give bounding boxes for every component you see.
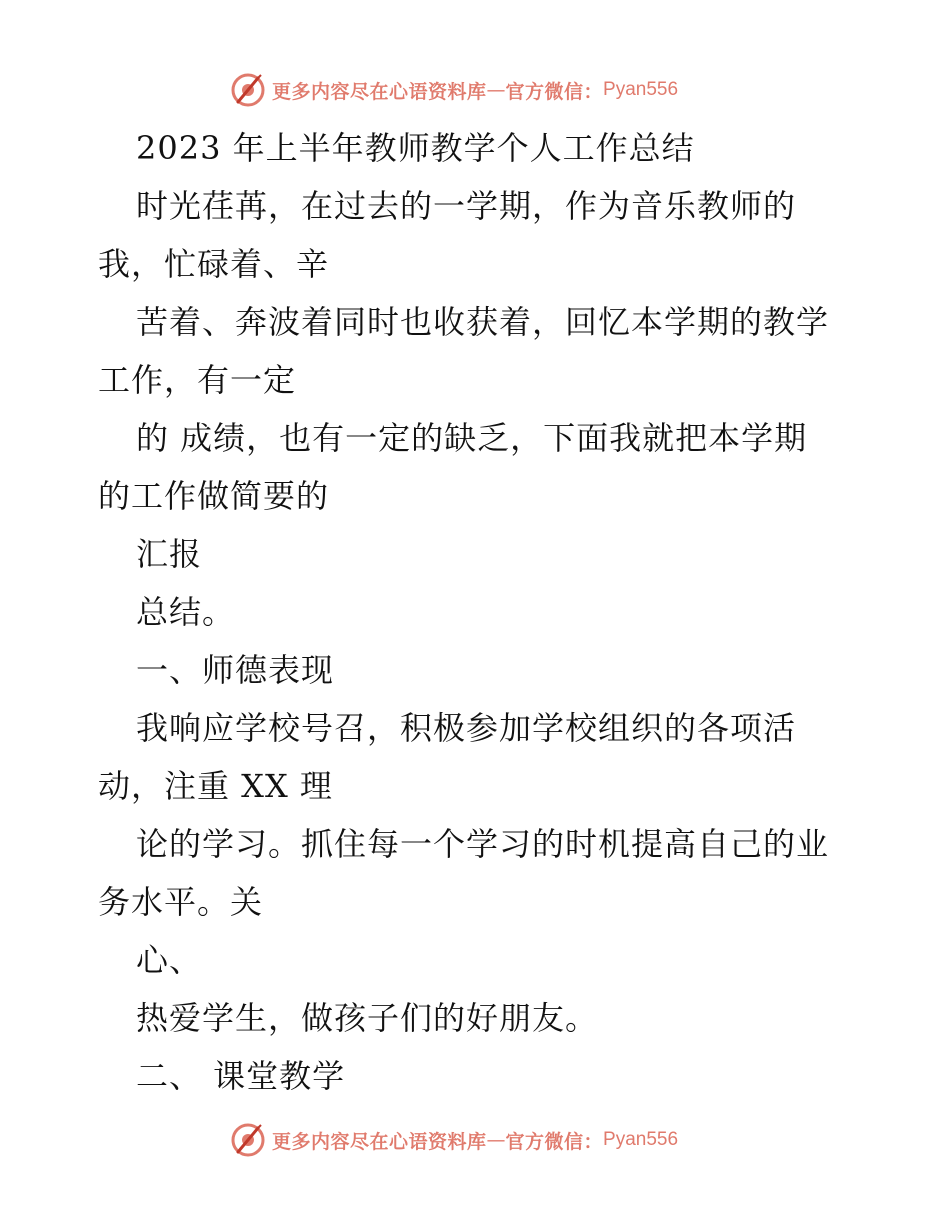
paragraph-line: 论的学习。抓住每一个学习的时机提高自己的业 [136, 825, 830, 863]
paragraph-line: 的工作做简要的 [98, 477, 330, 515]
section-heading: 二、 课堂教学 [136, 1057, 346, 1095]
watermark-wechat-label: 官方微信： [505, 1130, 604, 1153]
watermark-site-text: 更多内容尽在心语资料库 [272, 80, 487, 103]
watermark-separator: — [486, 1129, 506, 1151]
paragraph-line: 苦着、奔波着同时也收获着，回忆本学期的教学 [136, 303, 830, 341]
watermark-wechat-id: Pyan556 [603, 79, 679, 100]
section-heading: 一、师德表现 [136, 651, 335, 689]
watermark-separator: — [486, 79, 506, 101]
paragraph-line: 时光荏苒，在过去的一学期，作为音乐教师的 [136, 187, 797, 225]
header-watermark [230, 70, 678, 110]
feather-logo-icon [230, 72, 266, 108]
footer-watermark [230, 1120, 678, 1160]
paragraph-line: 工作，有一定 [98, 361, 297, 399]
paragraph-line: 汇报 [136, 535, 203, 573]
feather-logo-icon [230, 1122, 266, 1158]
paragraph-line: 我，忙碌着、辛 [98, 245, 330, 283]
paragraph-line: 务水平。关 [98, 883, 264, 921]
paragraph-line: 总结。 [136, 593, 236, 631]
paragraph-line: 热爱学生，做孩子们的好朋友。 [136, 999, 599, 1037]
paragraph-line: 动，注重 XX 理 [98, 767, 333, 805]
paragraph-line: 心、 [136, 941, 203, 979]
watermark-site-text: 更多内容尽在心语资料库 [272, 1130, 487, 1153]
paragraph-line: 的 成绩，也有一定的缺乏，下面我就把本学期 [136, 419, 808, 457]
paragraph-line: 我响应学校号召，积极参加学校组织的各项活 [136, 709, 797, 747]
watermark-wechat-label: 官方微信： [505, 80, 604, 103]
document-title: 2023 年上半年教师教学个人工作总结 [136, 129, 695, 167]
watermark-wechat-id: Pyan556 [603, 1129, 679, 1150]
